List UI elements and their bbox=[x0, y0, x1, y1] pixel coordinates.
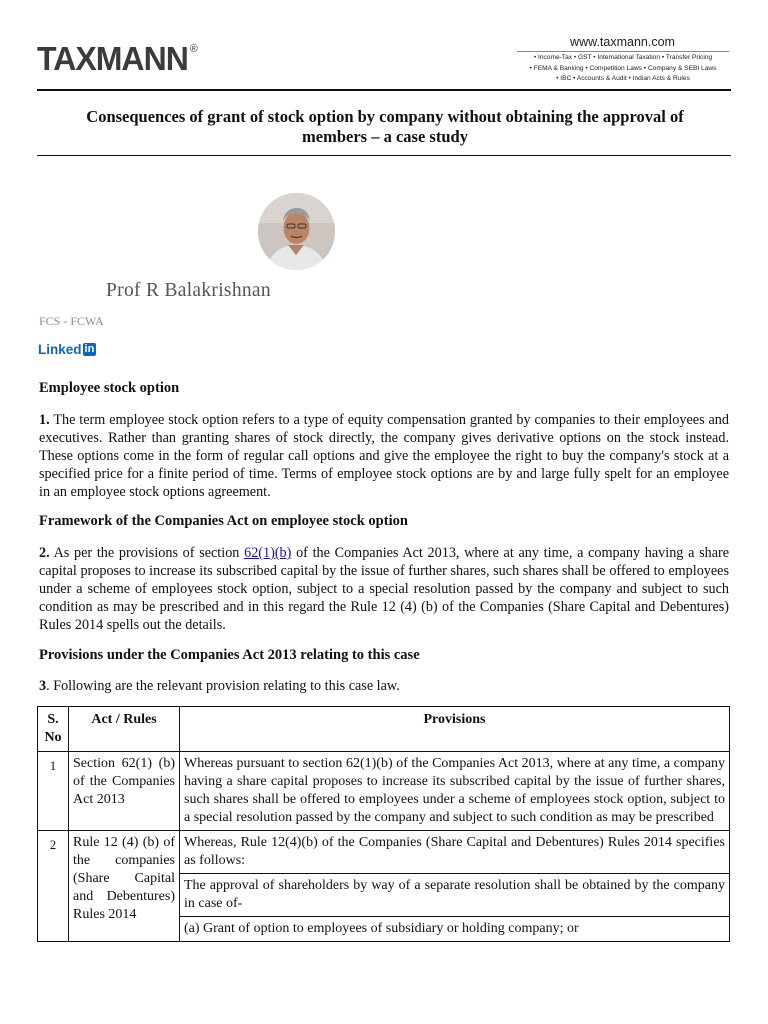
paragraph-text: of the Companies Act 2013, where at any time, a company having a share capital proposes to increase its subscribed capital by the issue of further shares, such shares shall be offered to employees under a scheme of employees stock option, subject to a special resolution passed by the company and subject to such condition as may be prescribed and in this regard the Rule 12 (4) (b) of the Companies (Share Capital and Debentures) Rules 2014 spells out the details. bbox=[39, 545, 730, 633]
page-header bbox=[0, 0, 768, 92]
author-photo-icon bbox=[258, 193, 335, 270]
linkedin-link[interactable] bbox=[38, 341, 96, 357]
table-row bbox=[38, 831, 730, 874]
paragraph-3 bbox=[39, 677, 729, 695]
author-photo bbox=[258, 193, 335, 270]
article-title: Consequences of grant of stock option by company without obtaining the approval of members – a case study bbox=[86, 107, 684, 146]
paragraph-text: . Following are the relevant provision relating to this case law. bbox=[46, 678, 400, 694]
subjects-line: • FEMA & Banking • Competition Laws • Company & SEBI Laws bbox=[529, 64, 717, 72]
header-provisions: Provisions bbox=[180, 707, 730, 752]
taxmann-logo[interactable] bbox=[37, 40, 198, 78]
table-header-row bbox=[38, 707, 730, 752]
author-name: Prof R Balakrishnan bbox=[106, 280, 271, 301]
paragraph-number: 1. bbox=[39, 412, 50, 428]
linkedin-icon: in bbox=[84, 342, 95, 355]
registered-mark: ® bbox=[189, 43, 198, 55]
subject-areas bbox=[510, 53, 736, 85]
paragraph-1 bbox=[39, 411, 729, 501]
subjects-line: • IBC • Accounts & Audit • Indian Acts & Rules bbox=[556, 75, 690, 82]
title-divider bbox=[37, 155, 731, 156]
paragraph-number: 3 bbox=[39, 678, 47, 694]
linkedin-text: Linked bbox=[38, 341, 82, 357]
row-sno: 2 bbox=[38, 831, 69, 942]
row-provision: Whereas pursuant to section 62(1)(b) of the Companies Act 2013, where at any time, a company having a share capital proposes to increase its subscribed capital by the issue of further shares, such shares shall be offered to employees under a scheme of employees stock option, subject to a special resolution passed by the company and subject to such condition as may be prescribed bbox=[180, 752, 730, 831]
paragraph-number: 2. bbox=[39, 545, 50, 561]
header-sno: S. No bbox=[38, 707, 69, 752]
row-sno: 1 bbox=[38, 752, 69, 831]
paragraph-2 bbox=[39, 544, 729, 634]
author-credentials: FCS - FCWA bbox=[39, 314, 104, 328]
paragraph-text: As per the provisions of section bbox=[53, 545, 240, 561]
row-provision: (a) Grant of option to employees of subsidiary or holding company; or bbox=[180, 917, 730, 942]
row-provision: The approval of shareholders by way of a separate resolution shall be obtained by the company in case of- bbox=[180, 874, 730, 917]
section-62-1-b-link[interactable]: 62(1)(b) bbox=[244, 545, 292, 561]
section-heading-provisions: Provisions under the Companies Act 2013 relating to this case bbox=[39, 647, 420, 663]
header-act: Act / Rules bbox=[69, 707, 180, 752]
paragraph-text: The term employee stock option refers to a type of equity compensation granted by companies to their employees and executives. Rather than granting shares of stock directly, the company gives derivative options on the stock instead. These options come in the form of regular call options and give the employee the right to buy the company's stock at a specified price for a finite period of time. Terms of employee stock options are by and large fully spelt for an employee in an employee stock options agreement. bbox=[39, 412, 729, 500]
row-provision: Whereas, Rule 12(4)(b) of the Companies (Share Capital and Debentures) Rules 2014 specifies as follows: bbox=[180, 831, 730, 874]
row-act: Rule 12 (4) (b) of the companies (Share Capital and Debentures) Rules 2014 bbox=[69, 831, 180, 942]
header-divider bbox=[37, 89, 731, 91]
header-divider-small bbox=[517, 51, 729, 52]
table-row bbox=[38, 752, 730, 831]
section-heading-framework: Framework of the Companies Act on employee stock option bbox=[39, 513, 408, 529]
logo-text: TAXMANN bbox=[37, 40, 188, 77]
section-heading-employee-stock-option: Employee stock option bbox=[39, 380, 180, 396]
row-act: Section 62(1) (b) of the Companies Act 2013 bbox=[69, 752, 180, 831]
provisions-table bbox=[37, 706, 730, 942]
website-link[interactable]: www.taxmann.com bbox=[570, 35, 675, 49]
subjects-line: • Income-Tax • GST • International Taxation • Transfer Pricing bbox=[533, 54, 713, 61]
